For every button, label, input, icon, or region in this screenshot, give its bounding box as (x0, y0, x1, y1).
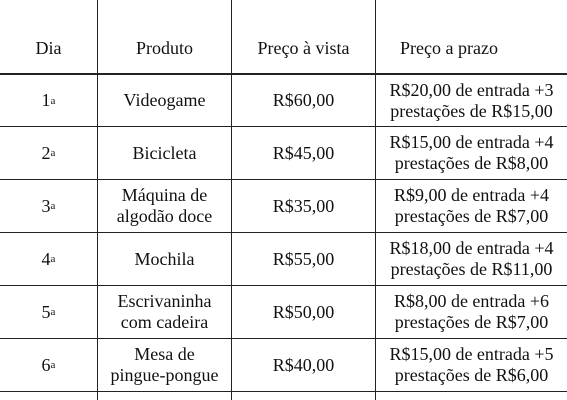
day-cell: 6 a (41, 354, 56, 375)
product-name-line-2: pingue-pongue (110, 365, 219, 385)
day-number: 3 (41, 195, 51, 216)
installment-line-1: R$15,00 de entrada +5 (389, 344, 554, 364)
installment-cell (376, 233, 567, 285)
header-installment-price: Preço a prazo (400, 37, 498, 58)
installment-line-2: prestações de R$6,00 (394, 365, 549, 385)
cash-price-cell: R$60,00 (272, 90, 335, 110)
day-number: 1 (41, 90, 51, 110)
day-number: 5 (41, 301, 51, 322)
product-name: Bicicleta (132, 142, 197, 163)
installment-line-1: R$15,00 de entrada +4 (389, 132, 554, 152)
day-number: 4 (41, 248, 51, 269)
product-name-line-1: Mesa de (134, 344, 195, 364)
cash-price-cell: R$45,00 (272, 142, 335, 163)
installment-line-1: R$18,00 de entrada +4 (389, 238, 554, 258)
installment-cell (376, 180, 567, 232)
day-cell: 5 a (41, 301, 56, 322)
product-name: Videogame (123, 90, 206, 110)
product-cell (98, 127, 231, 179)
product-cell (98, 233, 231, 285)
bottom-rule (0, 391, 567, 392)
installment-cell (376, 75, 567, 126)
installment-line-2: prestações de R$7,00 (394, 312, 549, 332)
installment-line-1: R$9,00 de entrada +4 (393, 185, 550, 205)
header-product: Produto (135, 37, 193, 58)
day-cell: 4 a (41, 248, 56, 269)
day-number: 6 (41, 354, 51, 375)
header-day: Dia (35, 37, 62, 58)
product-name: Mochila (134, 248, 195, 269)
product-name-line-2: algodão doce (116, 206, 213, 226)
installment-line-2: prestações de R$8,00 (394, 153, 549, 173)
cash-price-cell: R$35,00 (272, 195, 335, 216)
installment-line-1: R$8,00 de entrada +6 (393, 291, 550, 311)
installment-cell (376, 127, 567, 179)
product-cell (98, 180, 231, 232)
product-name-line-2: com cadeira (120, 312, 209, 332)
installment-cell (376, 339, 567, 391)
cash-price-cell: R$55,00 (272, 248, 335, 269)
installment-line-2: prestações de R$7,00 (394, 206, 549, 226)
product-name-line-1: Escrivaninha (117, 291, 212, 311)
day-number: 2 (41, 142, 51, 163)
header-cash-price: Preço à vista (257, 37, 350, 58)
cash-price-cell: R$50,00 (272, 301, 335, 322)
cash-price-cell: R$40,00 (272, 354, 335, 375)
product-cell (98, 339, 231, 391)
day-cell: 2 a (41, 142, 56, 163)
day-cell: 1 a (41, 90, 56, 110)
installment-cell (376, 286, 567, 338)
installment-line-1: R$20,00 de entrada +3 (389, 79, 554, 100)
installment-line-2: prestações de R$15,00 (390, 100, 553, 121)
product-cell (98, 75, 231, 126)
product-name-line-1: Máquina de (121, 185, 208, 205)
installment-line-2: prestações de R$11,00 (390, 259, 553, 279)
day-cell: 3 a (41, 195, 56, 216)
product-cell (98, 286, 231, 338)
